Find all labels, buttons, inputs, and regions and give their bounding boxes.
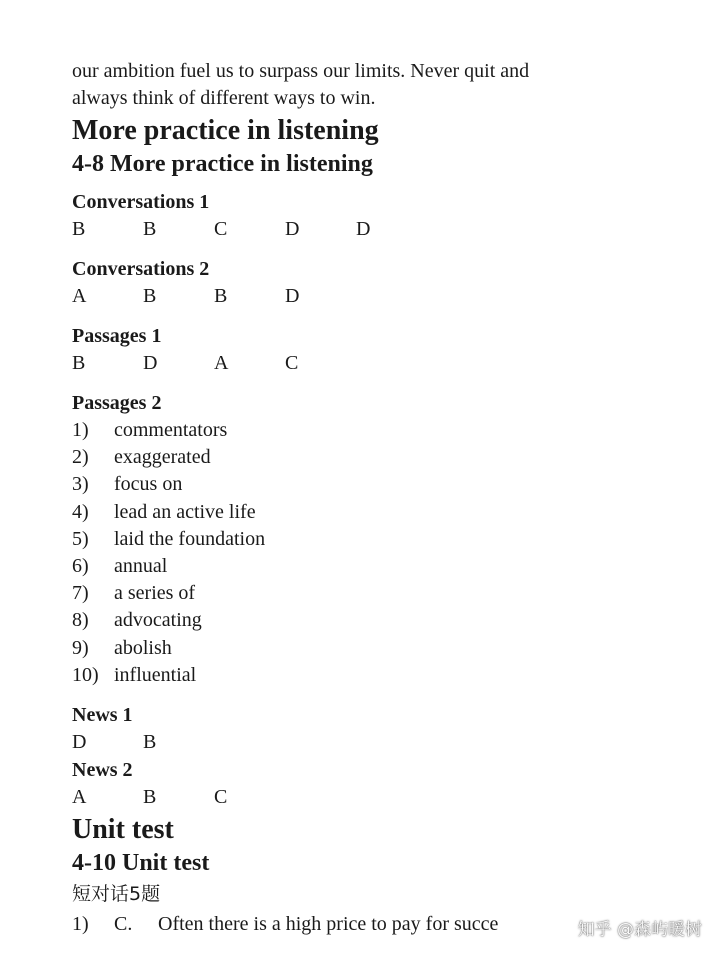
list-item: 7) a series of — [72, 582, 196, 605]
section-conversations-1 — [72, 188, 692, 243]
answer: B — [143, 786, 157, 809]
question-number: 1) — [72, 913, 89, 936]
list-item: 1) commentators — [72, 419, 228, 441]
answer-list — [72, 417, 692, 689]
answer: B — [143, 285, 157, 307]
answer: A — [214, 352, 229, 374]
answer-row — [72, 729, 692, 756]
heading-4-8: 4-8 More practice in listening — [72, 151, 373, 177]
list-item: 5) laid the foundation — [72, 527, 266, 550]
intro-line-2: always think of different ways to win. — [72, 87, 376, 109]
document-page — [72, 58, 692, 939]
question-text: Often there is a high price to pay for succe — [158, 913, 499, 936]
section-title: Conversations 2 — [72, 258, 210, 280]
answer: C — [285, 352, 299, 374]
answer: A — [72, 285, 87, 307]
heading-more-practice: More practice in listening — [72, 115, 379, 146]
answer: B — [143, 731, 157, 754]
answer: D — [285, 218, 300, 240]
section-title: Passages 2 — [72, 392, 162, 414]
list-item: 2) exaggerated — [72, 446, 211, 469]
list-item: 8) advocating — [72, 609, 202, 632]
short-conversation-note: 短对话5题 — [72, 883, 161, 906]
intro-line-1: our ambition fuel us to surpass our limits. Never quit and — [72, 60, 530, 82]
answer: C — [214, 218, 228, 240]
answer-row — [72, 283, 692, 310]
answer: A — [72, 786, 87, 809]
section-conversations-2 — [72, 255, 692, 310]
list-item: 10) influential — [72, 663, 197, 686]
section-title: Passages 1 — [72, 325, 162, 347]
answer: B — [72, 352, 86, 374]
answer: D — [285, 285, 300, 307]
section-title: News 2 — [72, 759, 133, 782]
list-item: 3) focus on — [72, 473, 183, 496]
answer: B — [214, 285, 228, 307]
list-item: 6) annual — [72, 555, 168, 578]
section-news-2 — [72, 756, 692, 811]
answer: D — [72, 731, 87, 754]
section-passages-2 — [72, 389, 692, 689]
list-item: 4) lead an active life — [72, 500, 256, 523]
list-item: 9) abolish — [72, 636, 172, 659]
answer-row — [72, 216, 692, 243]
answer: B — [143, 218, 157, 240]
answer-row — [72, 784, 692, 811]
answer: D — [356, 218, 371, 240]
answer: C — [214, 786, 228, 809]
section-passages-1 — [72, 322, 692, 377]
watermark: 知乎 @森屿暖树 — [577, 920, 702, 940]
heading-4-10: 4-10 Unit test — [72, 850, 210, 877]
heading-unit-test: Unit test — [72, 814, 174, 846]
answer-row — [72, 350, 692, 377]
answer: B — [72, 218, 86, 240]
question-answer: C. — [114, 913, 133, 936]
section-title: News 1 — [72, 704, 133, 727]
answer: D — [143, 352, 158, 374]
section-news-1 — [72, 701, 692, 756]
section-title: Conversations 1 — [72, 191, 210, 213]
